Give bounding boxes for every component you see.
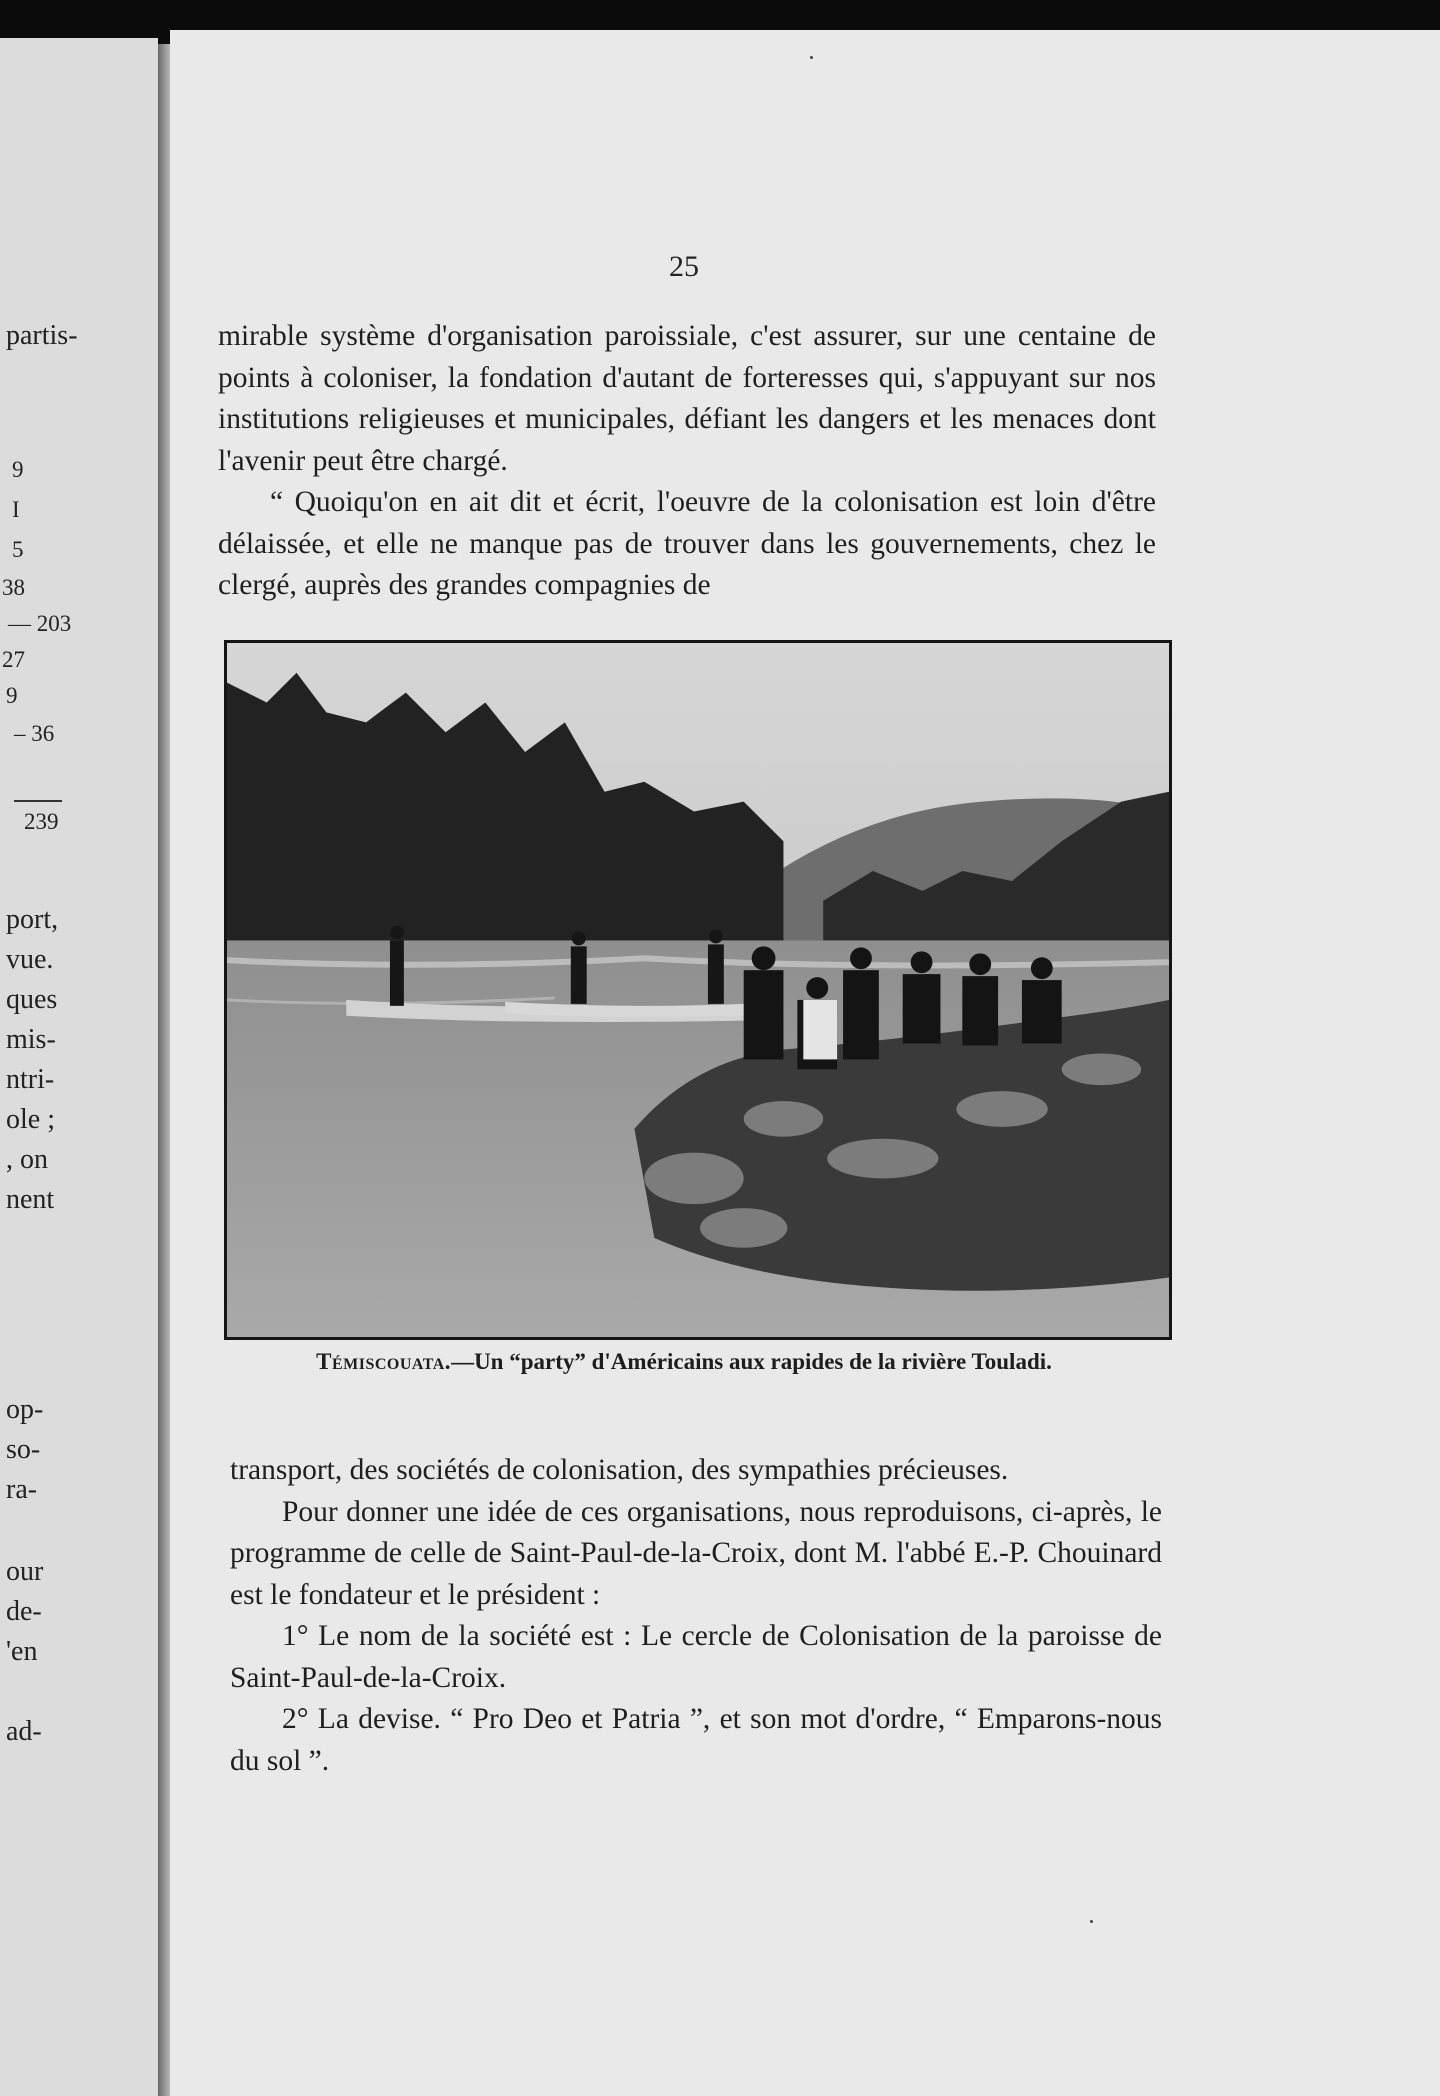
river-scene-photo xyxy=(227,643,1169,1337)
body-text-bottom xyxy=(230,1450,1162,1782)
paragraph: Pour donner une idée de ces organisations, nous reproduisons, ci-après, le programme de celle de Saint-Paul-de-la-Croix, dont M. l'abbé E.-P. Chouinard est le fondateur et le président : xyxy=(230,1495,1162,1611)
left-text-fragment: ra- xyxy=(6,1474,38,1505)
left-text-fragment: ole ; xyxy=(6,1104,55,1135)
left-number-fragment: – 36 xyxy=(14,721,55,746)
page-number: 25 xyxy=(669,250,699,283)
left-page-fragment xyxy=(0,38,158,2096)
left-text-fragment: ques xyxy=(6,984,58,1015)
left-number-fragment: 239 xyxy=(24,809,59,834)
left-number-fragment: 27 xyxy=(2,647,25,672)
left-text-fragment: partis- xyxy=(6,320,78,351)
left-text-fragment: nent xyxy=(6,1184,55,1215)
left-text-fragment: de- xyxy=(6,1596,42,1627)
left-number-fragment: 5 xyxy=(12,537,24,562)
left-text-fragment: ntri- xyxy=(6,1064,55,1095)
paragraph: 2° La devise. “ Pro Deo et Patria ”, et son mot d'ordre, “ Emparons-nous du sol ”. xyxy=(230,1703,1162,1777)
left-text-fragment: vue. xyxy=(6,944,54,975)
photograph xyxy=(224,640,1172,1340)
left-text-fragment: port, xyxy=(6,904,59,935)
left-text-fragment: ad- xyxy=(6,1716,42,1747)
speck xyxy=(810,56,813,59)
left-text-fragment: , on xyxy=(6,1144,48,1175)
left-number-fragment: I xyxy=(12,497,20,522)
left-text-fragment: our xyxy=(6,1556,44,1587)
left-text-fragment: mis- xyxy=(6,1024,56,1055)
photo-caption xyxy=(170,1348,1198,1376)
left-text-fragment: 'en xyxy=(6,1636,38,1667)
speck xyxy=(1090,1920,1093,1923)
paragraph: mirable système d'organisation paroissiale, c'est assurer, sur une centaine de points à coloniser, la fondation d'autant de forteresses qui, s'appuyant sur nos institutions religieuses et municipales, défiant les dangers et les menaces dont l'avenir peut être chargé. xyxy=(218,320,1156,477)
left-text-fragment: so- xyxy=(6,1434,41,1465)
left-text-fragment: op- xyxy=(6,1394,44,1425)
paragraph: transport, des sociétés de colonisation, des sympathies précieuses. xyxy=(230,1454,1009,1486)
paragraph: “ Quoiqu'on en ait dit et écrit, l'oeuvre de la colonisation est loin d'être délaissée, et elle ne manque pas de trouver dans les gouvernements, chez le clergé, auprès des grandes compagnies de xyxy=(218,486,1156,601)
left-number-fragment: — 203 xyxy=(8,611,72,636)
paragraph: 1° Le nom de la société est : Le cercle de Colonisation de la paroisse de Saint-Paul-de-la-Croix. xyxy=(230,1620,1162,1694)
page-25 xyxy=(170,30,1440,2096)
left-number-fragment: 38 xyxy=(2,575,25,600)
sum-rule xyxy=(14,800,62,802)
caption-text: —Un “party” d'Américains aux rapides de la rivière Touladi. xyxy=(451,1349,1052,1374)
left-number-fragment: 9 xyxy=(6,683,18,708)
left-number-fragment: 9 xyxy=(12,457,24,482)
body-text-top xyxy=(218,316,1156,607)
book-gutter xyxy=(158,44,170,2096)
caption-place: Témiscouata. xyxy=(316,1349,452,1374)
